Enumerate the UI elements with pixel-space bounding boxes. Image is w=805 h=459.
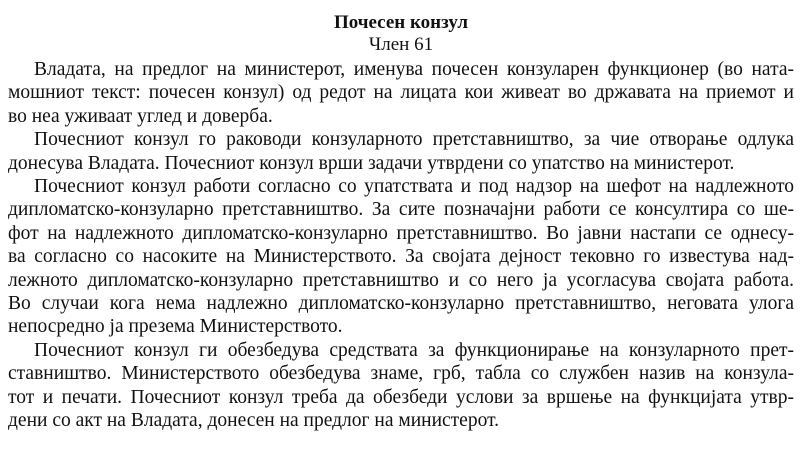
text-line: ва согласно со насоките на Министерството. За својата дејност тековно го известува над- xyxy=(8,246,794,268)
paragraph-2 xyxy=(8,128,794,175)
document-page xyxy=(8,12,794,433)
text-line: Во случаи кога нема надлежно дипломатско-конзуларно претставништво, неговата улога xyxy=(8,293,794,315)
text-line: Почесниот конзул го раководи конзуларното претставништво, за чие отворање одлука xyxy=(34,129,794,151)
text-line: Почесниот конзул работи согласно со упатствата и под надзор на шефот на надлежното xyxy=(34,176,794,198)
text-line: лежното дипломатско-конзуларно претставништво и со него ја усогласува својата работа. xyxy=(8,269,794,291)
text-line: Почесниот конзул ги обезбедува средствата за функционирање на конзуларното прет- xyxy=(34,339,794,361)
text-line: ставништво. Министерството обезбедува знаме, грб, табла со службен назив на конзула- xyxy=(8,363,794,385)
paragraph-4 xyxy=(8,339,794,433)
text-line: во неа уживаат углед и доверба. xyxy=(8,105,273,127)
text-line: непосредно ја презема Министерството. xyxy=(8,316,343,338)
text-line: тот и печати. Почесниот конзул треба да обезбеди услови за вршење на функцијата утвр- xyxy=(8,386,794,408)
text-line: Владата, на предлог на министерот, именува почесен конзуларен функционер (во ната- xyxy=(34,59,794,80)
paragraph-1 xyxy=(8,58,794,128)
text-line: дени со акт на Владата, донесен на предлог на министерот. xyxy=(8,410,500,432)
text-line: мошниот текст: почесен конзул) од редот на лицата кои живеат во државата на приемот и xyxy=(8,82,794,104)
text-line: фот на надлежното дипломатско-конзуларно претставништво. Во јавни настапи се однесу- xyxy=(8,222,794,244)
text-line: дипломатско-конзуларно претставништво. За сите позначајни работи се консултира со ше- xyxy=(8,199,794,221)
document-title: Почесен конзул xyxy=(333,12,469,33)
text-line: донесува Владата. Почесниот конзул врши задачи утврдени со упатство на министерот. xyxy=(8,152,735,174)
paragraph-3 xyxy=(8,175,794,339)
article-number: Член 61 xyxy=(368,34,434,55)
